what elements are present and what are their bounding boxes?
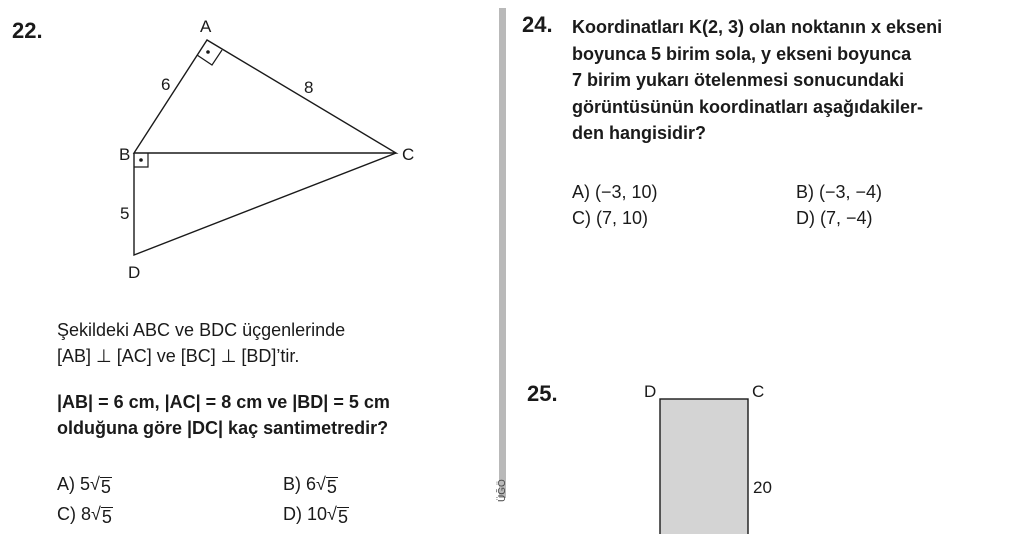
q24-line-3: 7 birim yukarı ötelenmesi sonucundaki [572,70,905,90]
option-letter: A) [57,474,75,494]
q22-statement-line-1: Şekildeki ABC ve BDC üçgenlerinde [57,320,346,340]
q24-line-2: boyunca 5 birim sola, y ekseni boyunca [572,43,912,64]
option-letter: B) [796,182,814,202]
q22-option-b[interactable] [283,474,338,496]
rectangle-dc [660,399,748,534]
vertex-d-label: D [644,382,657,401]
sqrt-symbol: √ 5 [91,504,112,527]
column-divider [499,8,506,498]
q22-question [57,389,390,441]
q22-option-c[interactable] [57,504,113,526]
option-letter: A) [572,182,590,202]
sqrt-symbol: √ 5 [90,474,111,497]
vertex-c-label: C [752,382,765,401]
q22-statement-line-2: [AB] ⊥ [AC] ve [BC] ⊥ [BD]’tir. [57,346,300,366]
right-angle-a-dot [206,50,210,54]
option-letter: C) [57,504,76,524]
side-length-label: 20 [753,478,772,497]
q24-line-5: den hangisidir? [572,123,707,143]
right-angle-b-dot [139,158,143,162]
option-text: (7, −4) [820,208,873,228]
sqrt-symbol: √ 5 [316,474,337,497]
length-ac-label: 8 [304,78,314,97]
option-letter: D) [283,504,302,524]
length-bd-label: 5 [120,204,130,223]
q24-question [572,14,942,147]
q24-option-c[interactable] [572,208,648,229]
option-radicand: 5 [101,507,112,527]
option-radicand: 5 [326,477,337,497]
option-radicand: 5 [100,477,111,497]
q22-question-line-2: olduğuna göre |DC| kaç santimetredir? [57,418,389,438]
option-coef: 6 [306,474,317,494]
vertex-d-label: D [128,263,141,282]
q22-option-a[interactable] [57,474,112,496]
triangle-abc [134,40,396,153]
question-22-number: 22. [12,18,43,43]
option-letter: D) [796,208,815,228]
option-coef: 10 [307,504,328,524]
question-24-number: 24. [522,12,553,37]
q22-statement [57,317,345,369]
vertex-c-label: C [402,145,415,164]
q22-triangle-figure [100,10,440,290]
vertex-a-label: A [200,17,212,36]
option-letter: C) [572,208,591,228]
side-text: ÜĞÖ [497,479,508,502]
q22-question-line-1: |AB| = 6 cm, |AC| = 8 cm ve |BD| = 5 cm [57,392,390,412]
q24-option-d[interactable] [796,208,873,229]
q24-line-1: Koordinatları K(2, 3) olan noktanın x ekseni [572,17,943,37]
option-coef: 8 [81,504,92,524]
q24-option-b[interactable] [796,182,882,203]
option-radicand: 5 [337,507,348,527]
q24-line-4: görüntüsünün koordinatları aşağıdakiler- [572,96,924,117]
q24-option-a[interactable] [572,182,658,203]
question-25-number: 25. [527,381,558,406]
length-ab-label: 6 [161,75,171,94]
option-text: (−3, 10) [595,182,658,202]
option-text: (−3, −4) [819,182,883,202]
option-coef: 5 [80,474,91,494]
triangle-bdc [134,153,396,255]
q25-rectangle-figure [630,376,800,534]
sqrt-symbol: √ 5 [327,504,348,527]
q22-option-d[interactable] [283,504,349,526]
vertex-b-label: B [119,145,131,164]
option-letter: B) [283,474,301,494]
option-text: (7, 10) [596,208,649,228]
